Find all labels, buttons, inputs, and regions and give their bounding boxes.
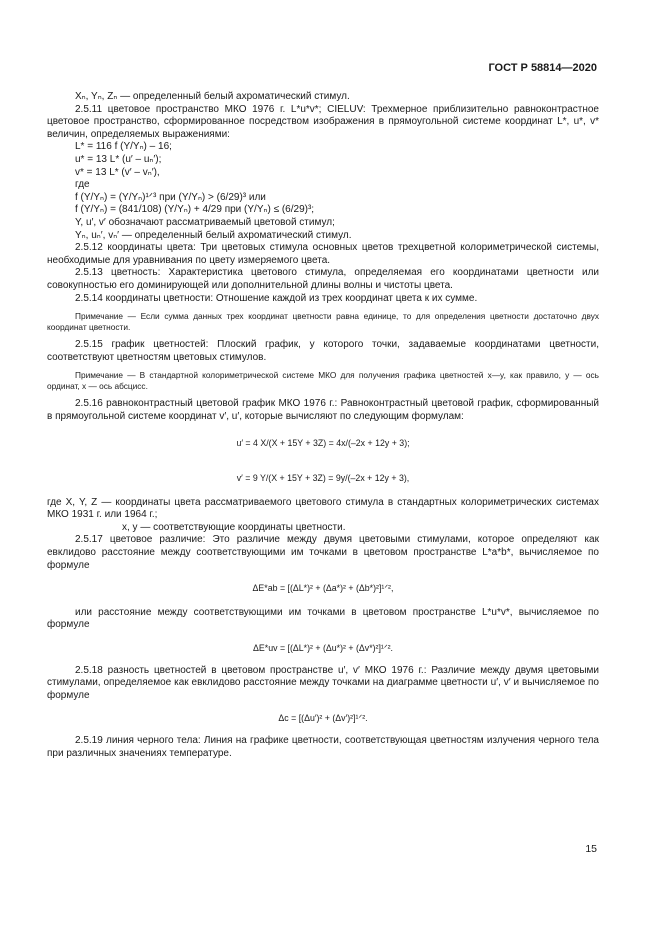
note: Примечание — Если сумма данных трех координат цветности равна единице, то для определения цветности достаточно двух координат цветности.: [47, 311, 599, 333]
text-line: Yₙ, uₙ′, vₙ′ — определенный белый ахроматический стимул.: [75, 229, 352, 241]
term-2-5-12: 2.5.12 координаты цвета: Три цветовых стимула основных цветов трехцветной колориметрической системы, необходимые для уравнивания по цвету измеряемого цвета.: [47, 242, 599, 266]
formula-line: L* = 116 f (Y/Yₙ) – 16;: [75, 141, 172, 153]
formula-delta-e-ab: ΔE*ab = [(ΔL*)² + (Δa*)² + (Δb*)²]¹ᐟ²,: [252, 583, 394, 594]
term-2-5-15: 2.5.15 график цветностей: Плоский график, у которого точки, задаваемые координатами цветности, соответствуют цветностям цветовых стимулов.: [47, 339, 599, 363]
text-line: Xₙ, Yₙ, Zₙ — определенный белый ахроматический стимул.: [75, 91, 350, 102]
term-2-5-16: 2.5.16 равноконтрастный цветовой график МКО 1976 г.: Равноконтрастный цветовой график, сформированный в прямоугольной системе координат v′, u′, которые вычисляют по следующим формулам:: [47, 398, 599, 422]
formula-delta-e-uv: ΔE*uv = [(ΔL*)² + (Δu*)² + (Δv*)²]¹ᐟ².: [253, 643, 393, 653]
text-line: Y, u′, v′ обозначают рассматриваемый цветовой стимул;: [75, 216, 335, 228]
page-number: 15: [585, 843, 597, 855]
term-2-5-19: 2.5.19 линия черного тела: Линия на графике цветности, соответствующая цветностям излучения черного тела при различных значениях температуре.: [47, 734, 599, 759]
formula-line: f (Y/Yₙ) = (Y/Yₙ)¹ᐟ³ при (Y/Yₙ) > (6/29)³ или: [75, 191, 266, 203]
where-clause: где X, Y, Z — координаты цвета рассматриваемого цветового стимула в стандартных колориметрических системах МКО 1931 г. или 1964 г.;: [47, 496, 599, 521]
term-2-5-11: 2.5.11 цветовое пространство МКО 1976 г. L*u*v*; CIELUV: Трехмерное приблизительно равноконтрастное цветовое пространство, сформированное посредством изображения в прямоугольной системе координат L*, u*, v* величин, определяемых выражениями:: [47, 103, 599, 140]
formula-line: u* = 13 L* (u′ – uₙ′);: [75, 153, 162, 165]
formula-line: v* = 13 L* (v′ – vₙ′),: [75, 166, 160, 178]
formula-delta-c: Δc = [(Δu′)² + (Δv′)²]¹ᐟ².: [278, 713, 368, 724]
term-2-5-13: 2.5.13 цветность: Характеристика цветового стимула, определяемая его координатами цветности или совокупностью его доминирующей или дополнительной длины волны и чистоты цвета.: [47, 267, 599, 291]
document-body: [47, 91, 599, 760]
formula-v-prime: v′ = 9 Y/(X + 15Y + 3Z) = 9y/(–2x + 12y + 3),: [236, 473, 410, 484]
where-clause: x, y — соответствующие координаты цветности.: [122, 521, 346, 533]
document-id-header: ГОСТ Р 58814—2020: [488, 62, 597, 74]
term-2-5-17: 2.5.17 цветовое различие: Это различие между двумя цветовыми стимулами, которое определяют как евклидово расстояние между соответствующими им точками в цветовом пространстве L*a*b*, вычисляемое по формуле: [47, 534, 599, 571]
note: Примечание — В стандартной колориметрической системе МКО для получения графика цветностей x—y, как правило, y — ось ординат, x — ось абсцисс.: [47, 370, 599, 392]
formula-u-prime: u′ = 4 X/(X + 15Y + 3Z) = 4x/(–2x + 12y + 3);: [236, 438, 410, 449]
formula-line: f (Y/Yₙ) = (841/108) (Y/Yₙ) + 4/29 при (Y/Yₙ) ≤ (6/29)³;: [75, 204, 315, 216]
term-2-5-18: 2.5.18 разность цветностей в цветовом пространстве u′, v′ МКО 1976 г.: Различие между двумя цветовыми стимулами, определяемое как евклидово расстояние между точками на диаграмме цветности u′, v′ и вычисляемое по формуле: [47, 664, 599, 701]
term-2-5-14: 2.5.14 координаты цветности: Отношение каждой из трех координат цвета к их сумме.: [75, 292, 478, 304]
text-line: или расстояние между соответствующими им точками в цветовом пространстве L*u*v*, вычисляемое по формуле: [47, 606, 599, 631]
text-line: где: [75, 179, 90, 191]
